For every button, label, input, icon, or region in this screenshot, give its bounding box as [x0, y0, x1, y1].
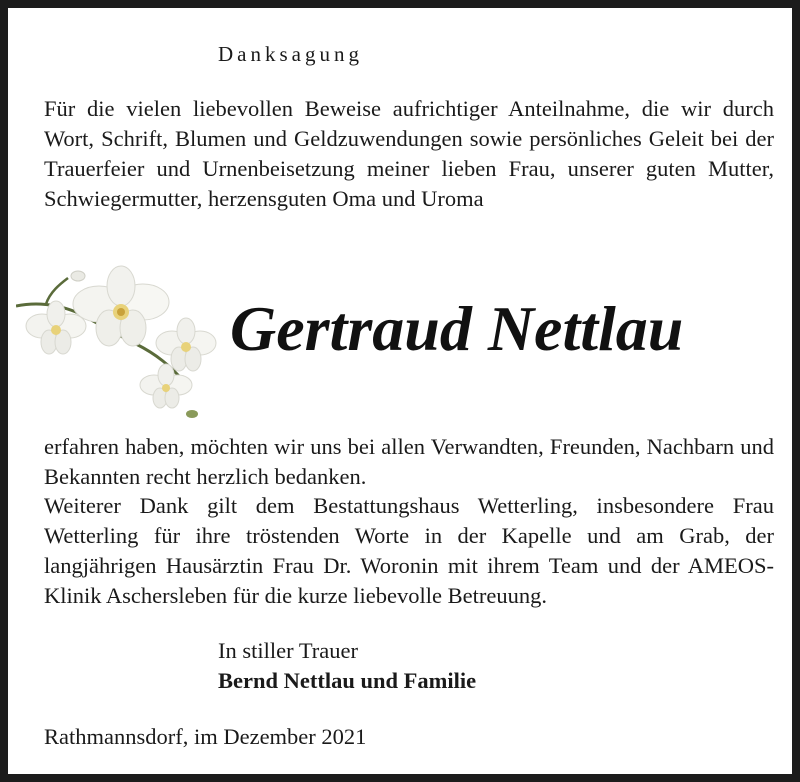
after-text: erfahren haben, möchten wir uns bei allen Verwandten, Freunden, Nachbarn und Bekannten recht herzlich bedanken.: [44, 434, 774, 489]
signature-family: Bernd Nettlau und Familie: [218, 668, 477, 693]
notice-heading: Danksagung: [218, 42, 363, 66]
place-date: Rathmannsdorf, im Dezember 2021: [44, 724, 367, 749]
intro-text: Für die vielen liebevollen Beweise aufrichtiger Anteilnahme, die wir durch Wort, Schrift, Blumen und Geldzuwendungen sowie persönliches Geleit bei der Trauerfeier und Urnenbeisetzung meiner lieben Frau, unserer guten Mutter, Schwiegermutter, herzensguten Oma und Uroma: [44, 96, 774, 211]
signature-line: In stiller Trauer: [218, 638, 358, 663]
orchid-icon: [16, 254, 236, 424]
deceased-name: Gertraud Nettlau: [230, 293, 684, 364]
thanks-text: Weiterer Dank gilt dem Bestattungshaus Wetterling, insbesondere Frau Wetterling für ihre tröstenden Worte in der Kapelle und am Grab, der langjährigen Hausärztin Frau Dr. Woronin mit ihrem Team und der AMEOS-Klinik Aschersleben für die kurze liebevolle Betreuung.: [44, 493, 774, 608]
